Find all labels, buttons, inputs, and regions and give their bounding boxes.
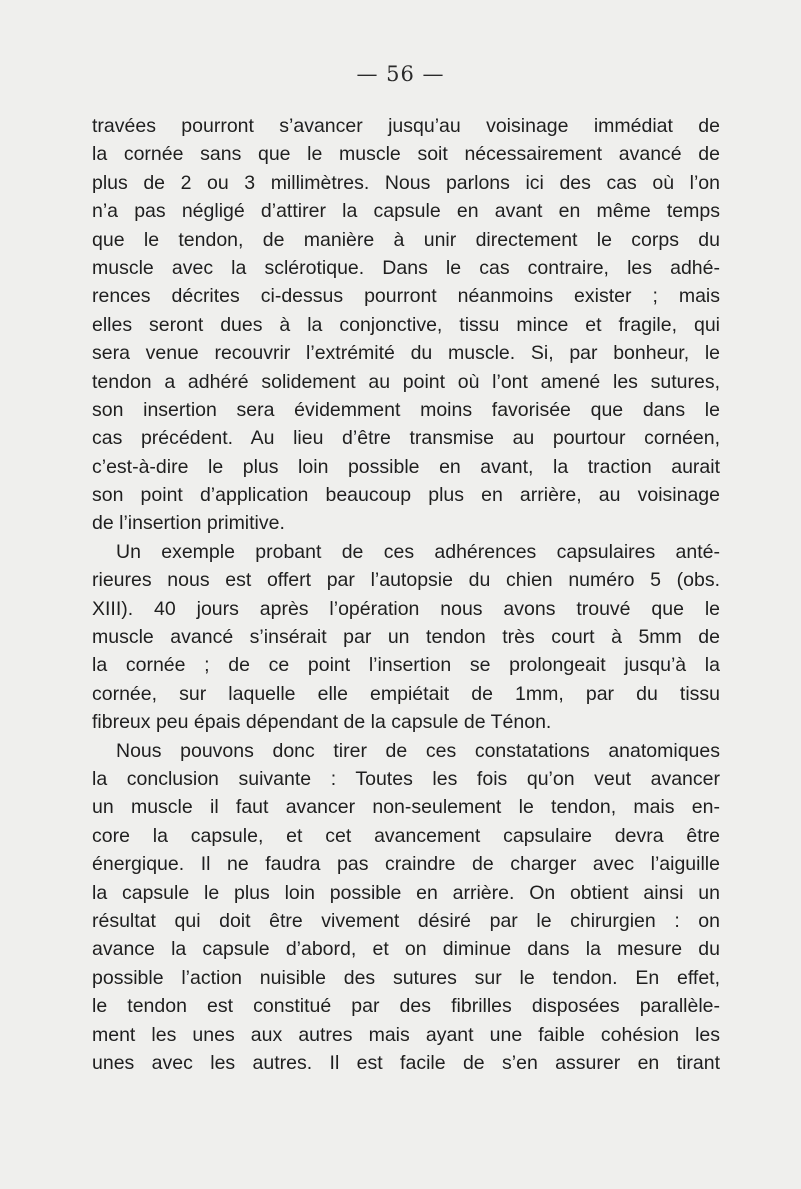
- text-line: la cornée sans que le muscle soit nécessairement avancé de: [92, 143, 720, 166]
- text-line: la cornée ; de ce point l’insertion se prolongeait jusqu’à la: [92, 654, 720, 677]
- text-line: son insertion sera évidemment moins favorisée que dans le: [92, 398, 720, 421]
- text-line: unes avec les autres. Il est facile de s’en assurer en tirant: [92, 1051, 720, 1074]
- text-line: plus de 2 ou 3 millimètres. Nous parlons ici des cas où l’on: [92, 171, 720, 194]
- text-line: n’a pas négligé d’attirer la capsule en avant en même temps: [92, 200, 720, 223]
- text-line: résultat qui doit être vivement désiré par le chirurgien : on: [92, 909, 720, 932]
- text-line: fibreux peu épais dépendant de la capsule de Ténon.: [92, 711, 552, 734]
- body-text: [92, 112, 720, 1077]
- text-line: la capsule le plus loin possible en arrière. On obtient ainsi un: [92, 881, 720, 904]
- text-line: core la capsule, et cet avancement capsulaire devra être: [92, 824, 720, 847]
- text-line: la conclusion suivante : Toutes les fois qu’on veut avancer: [92, 767, 720, 790]
- text-line: de l’insertion primitive.: [92, 512, 285, 535]
- text-line: énergique. Il ne faudra pas craindre de charger avec l’aiguille: [92, 853, 720, 876]
- text-line: ment les unes aux autres mais ayant une faible cohésion les: [92, 1023, 720, 1046]
- text-line: sera venue recouvrir l’extrémité du muscle. Si, par bonheur, le: [92, 342, 720, 365]
- text-line: possible l’action nuisible des sutures sur le tendon. En effet,: [92, 966, 720, 989]
- text-line: muscle avec la sclérotique. Dans le cas contraire, les adhé-: [92, 256, 720, 279]
- text-line: muscle avancé s’insérait par un tendon très court à 5mm de: [92, 626, 720, 649]
- text-line: son point d’application beaucoup plus en arrière, au voisinage: [92, 484, 720, 507]
- text-line: tendon a adhéré solidement au point où l’ont amené les sutures,: [92, 370, 720, 393]
- text-line: le tendon est constitué par des fibrilles disposées parallèle-: [92, 995, 720, 1018]
- page-number: — 56 —: [356, 62, 445, 86]
- text-line: avance la capsule d’abord, et on diminue dans la mesure du: [92, 938, 720, 961]
- text-line: cas précédent. Au lieu d’être transmise au pourtour cornéen,: [92, 427, 720, 450]
- text-line: elles seront dues à la conjonctive, tissu mince et fragile, qui: [92, 313, 720, 336]
- text-line: Un exemple probant de ces adhérences capsulaires anté-: [116, 540, 720, 563]
- text-line: XIII). 40 jours après l’opération nous avons trouvé que le: [92, 597, 720, 620]
- text-line: que le tendon, de manière à unir directement le corps du: [92, 228, 720, 251]
- text-line: c’est-à-dire le plus loin possible en avant, la traction aurait: [92, 455, 720, 478]
- text-line: Nous pouvons donc tirer de ces constatations anatomiques: [116, 739, 720, 762]
- text-line: travées pourront s’avancer jusqu’au voisinage immédiat de: [92, 115, 720, 137]
- text-line: cornée, sur laquelle elle empiétait de 1mm, par du tissu: [92, 682, 720, 705]
- text-line: rieures nous est offert par l’autopsie du chien numéro 5 (obs.: [92, 569, 720, 592]
- text-line: rences décrites ci-dessus pourront néanmoins exister ; mais: [92, 285, 720, 308]
- text-line: un muscle il faut avancer non-seulement le tendon, mais en-: [92, 796, 720, 819]
